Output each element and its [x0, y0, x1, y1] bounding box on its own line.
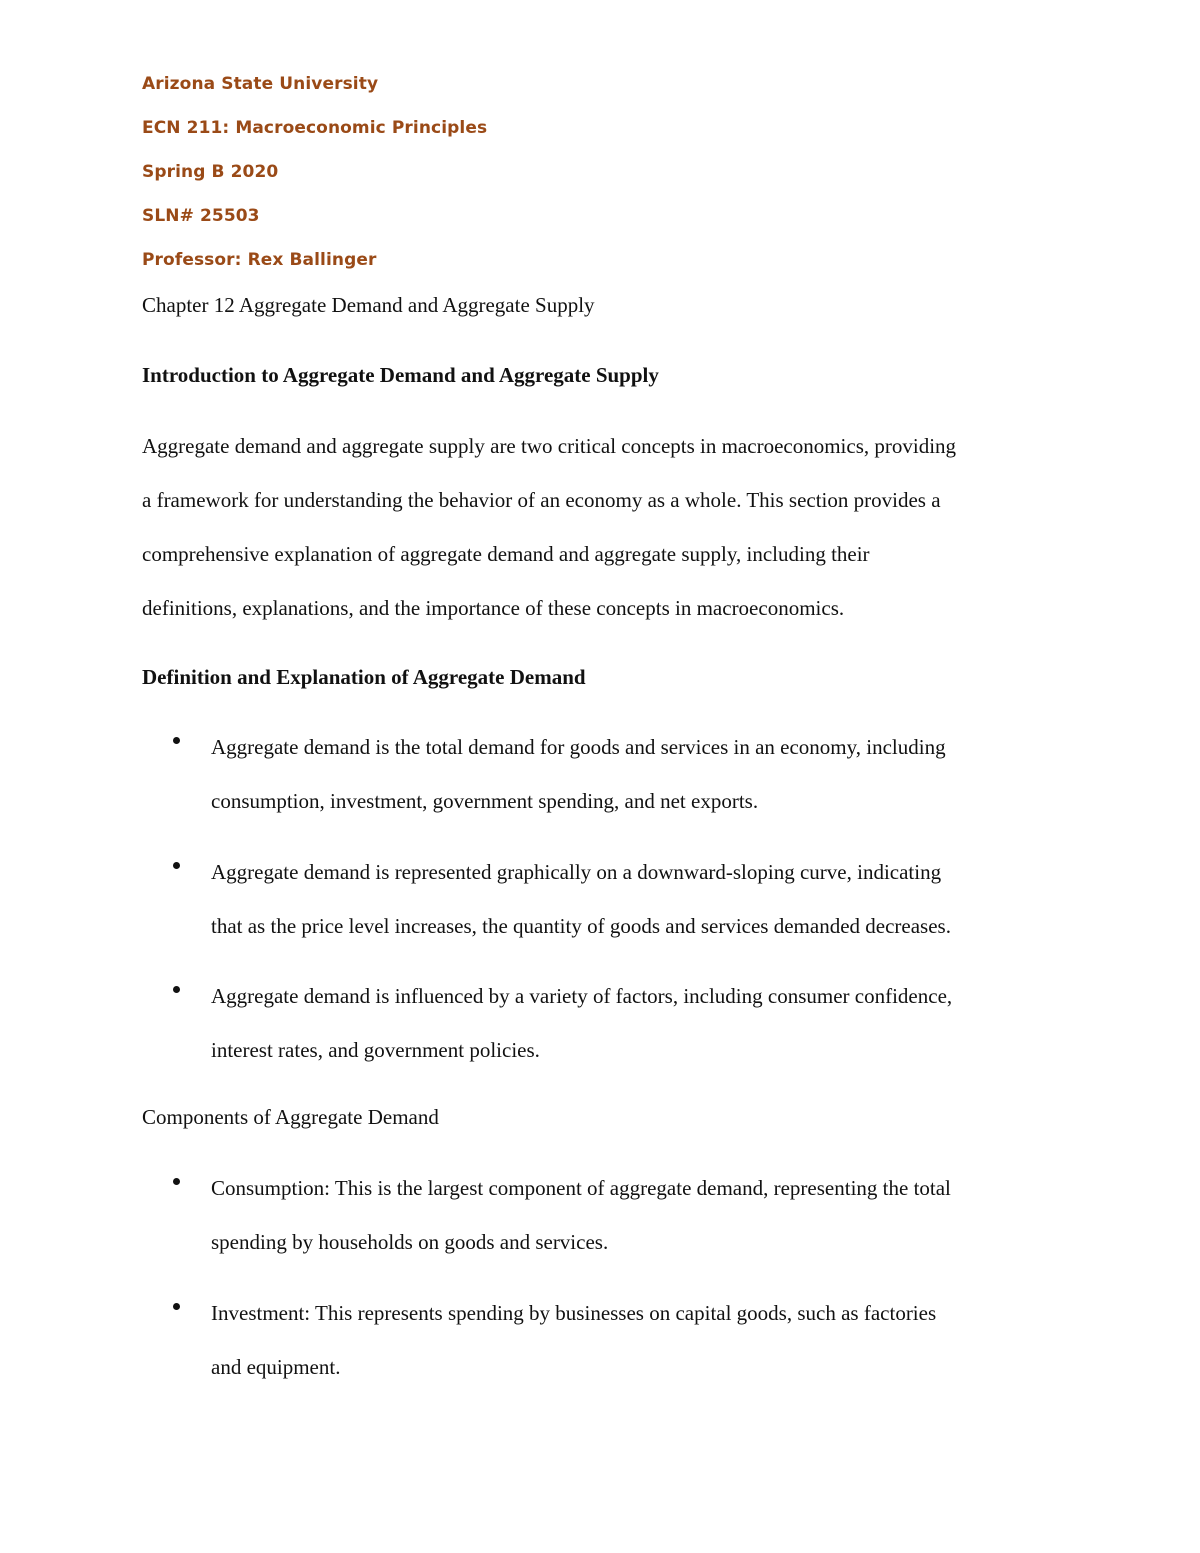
bullet-line: Aggregate demand is represented graphically on a downward-sloping curve, indicating	[211, 860, 942, 884]
bullet-icon	[173, 737, 180, 744]
bullet-line: Aggregate demand is the total demand for goods and services in an economy, including	[211, 735, 946, 759]
sln-number: SLN# 25503	[142, 206, 260, 226]
intro-heading: Introduction to Aggregate Demand and Aggregate Supply	[142, 363, 659, 387]
bullet-line: that as the price level increases, the quantity of goods and services demanded decreases.	[211, 914, 951, 938]
bullet-line: Aggregate demand is influenced by a variety of factors, including consumer confidence,	[211, 984, 953, 1008]
term: Spring B 2020	[142, 162, 279, 182]
bullet-line: interest rates, and government policies.	[211, 1038, 540, 1062]
intro-line: comprehensive explanation of aggregate demand and aggregate supply, including their	[142, 542, 870, 566]
bullet-line: and equipment.	[211, 1355, 341, 1379]
course-name: ECN 211: Macroeconomic Principles	[142, 118, 488, 138]
chapter-title: Chapter 12 Aggregate Demand and Aggregate Supply	[142, 293, 595, 317]
bullet-line: Investment: This represents spending by businesses on capital goods, such as factories	[211, 1301, 937, 1325]
bullet-line: Consumption: This is the largest component of aggregate demand, representing the total	[211, 1176, 951, 1200]
intro-paragraph	[142, 419, 956, 635]
bullet-icon	[173, 1178, 180, 1185]
intro-line: definitions, explanations, and the importance of these concepts in macroeconomics.	[142, 596, 845, 620]
bullet-line: consumption, investment, government spending, and net exports.	[211, 789, 759, 813]
definition-heading: Definition and Explanation of Aggregate Demand	[142, 665, 586, 689]
bullet-icon	[173, 986, 180, 993]
professor-name: Professor: Rex Ballinger	[142, 250, 377, 270]
intro-line: Aggregate demand and aggregate supply are two critical concepts in macroeconomics, providing	[142, 434, 957, 458]
bullet-line: spending by households on goods and services.	[211, 1230, 609, 1254]
bullet-icon	[173, 862, 180, 869]
intro-line: a framework for understanding the behavior of an economy as a whole. This section provides a	[142, 488, 941, 512]
bullet-icon	[173, 1303, 180, 1310]
components-heading: Components of Aggregate Demand	[142, 1105, 439, 1129]
university-name: Arizona State University	[142, 74, 379, 94]
